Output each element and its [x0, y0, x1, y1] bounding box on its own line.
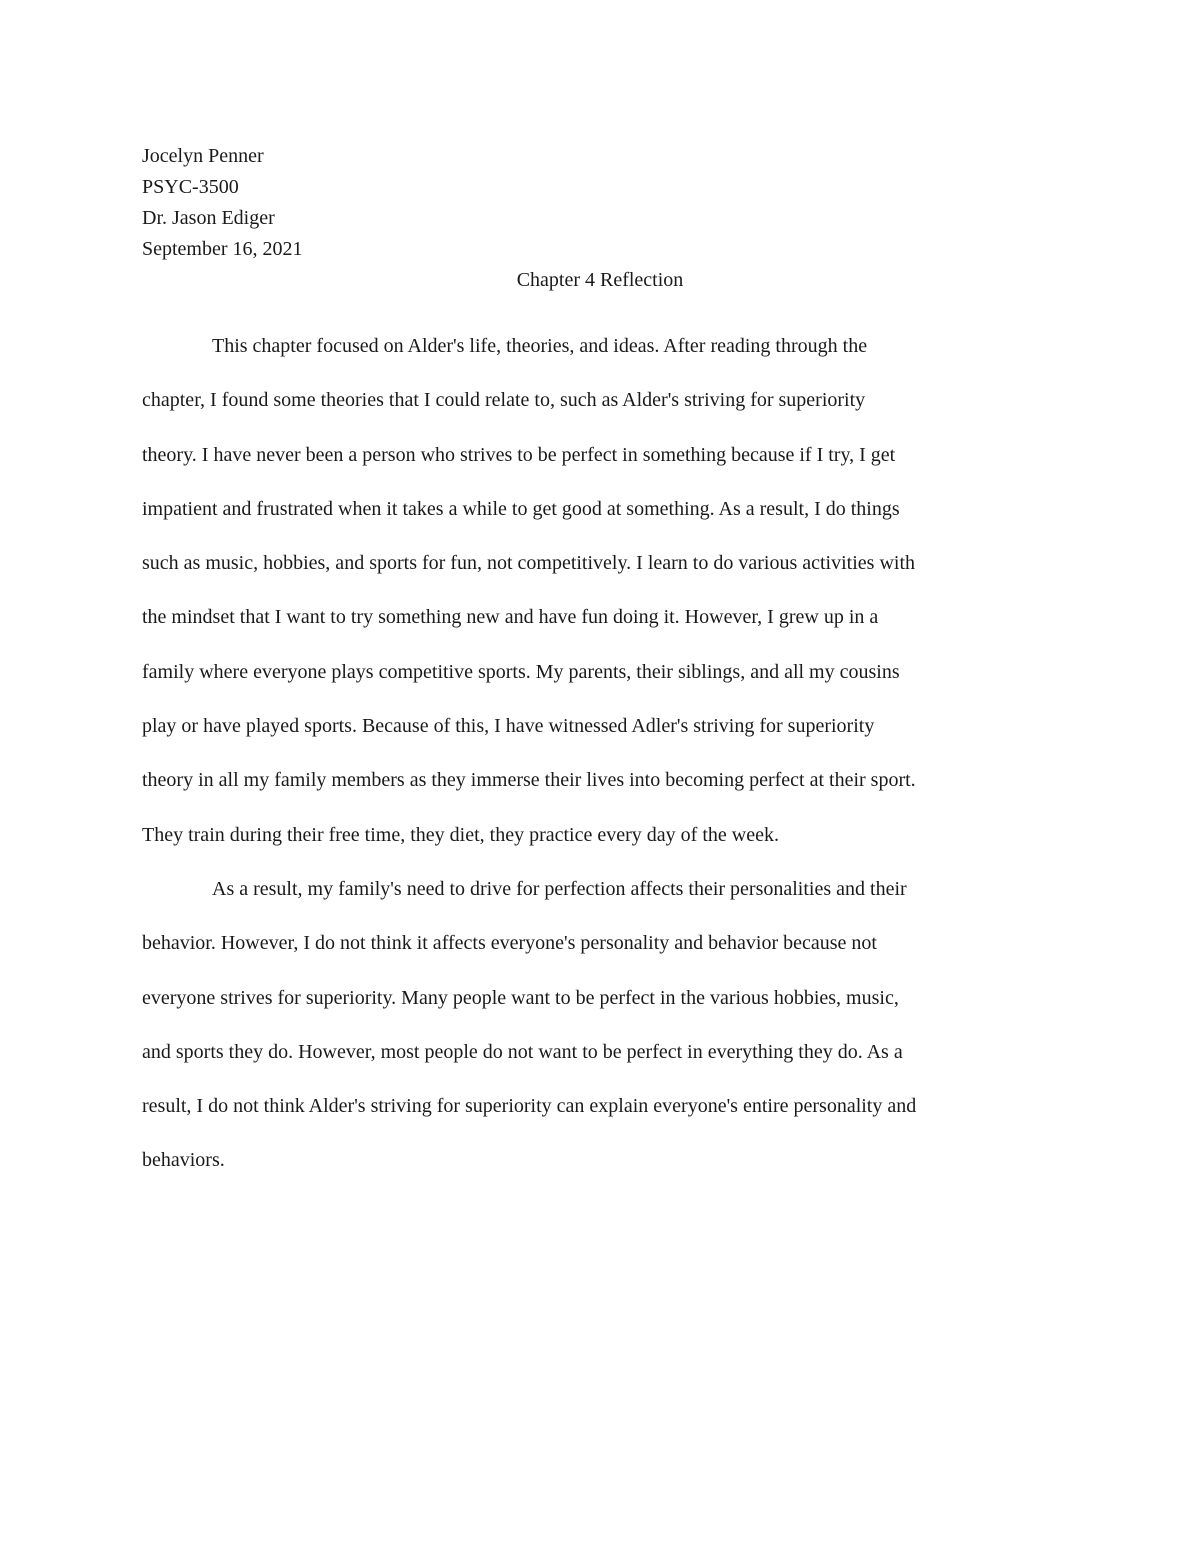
paragraph-1-line: theory. I have never been a person who strives to be perfect in something because if I try, I get — [142, 443, 896, 466]
paragraph-2-line: behavior. However, I do not think it affects everyone's personality and behavior because not — [142, 932, 877, 955]
document-body — [142, 319, 1082, 1188]
paragraph-1-line: impatient and frustrated when it takes a while to get good at something. As a result, I do things — [142, 497, 900, 520]
header-block — [142, 141, 742, 265]
paragraph-1-line: This chapter focused on Alder's life, theories, and ideas. After reading through the — [212, 335, 868, 357]
paragraph-1-line: the mindset that I want to try something new and have fun doing it. However, I grew up in a — [142, 606, 879, 629]
paragraph-1-line: theory in all my family members as they immerse their lives into becoming perfect at their sport. — [142, 769, 916, 792]
paragraph-2-line: As a result, my family's need to drive for perfection affects their personalities and their — [212, 877, 907, 900]
paragraph-2-line: behaviors. — [142, 1149, 225, 1172]
author-name: Jocelyn Penner — [142, 145, 264, 167]
paragraph-1-line: such as music, hobbies, and sports for fun, not competitively. I learn to do various activities with — [142, 552, 915, 575]
paragraph-1-line: They train during their free time, they diet, they practice every day of the week. — [142, 823, 779, 846]
paragraph-1-line: chapter, I found some theories that I could relate to, such as Alder's striving for superiority — [142, 389, 866, 412]
paragraph-2-line: and sports they do. However, most people do not want to be perfect in everything they do. As a — [142, 1040, 903, 1063]
paragraph-2-line: result, I do not think Alder's striving for superiority can explain everyone's entire personality and — [142, 1095, 917, 1118]
paragraph-2-line: everyone strives for superiority. Many people want to be perfect in the various hobbies, music, — [142, 986, 899, 1009]
date: September 16, 2021 — [142, 238, 303, 260]
course-code: PSYC-3500 — [142, 176, 239, 198]
instructor-name: Dr. Jason Ediger — [142, 207, 275, 229]
document-title: Chapter 4 Reflection — [516, 269, 684, 291]
paragraph-1-line: play or have played sports. Because of this, I have witnessed Adler's striving for superiority — [142, 715, 875, 738]
paragraph-1-line: family where everyone plays competitive sports. My parents, their siblings, and all my cousins — [142, 660, 900, 683]
